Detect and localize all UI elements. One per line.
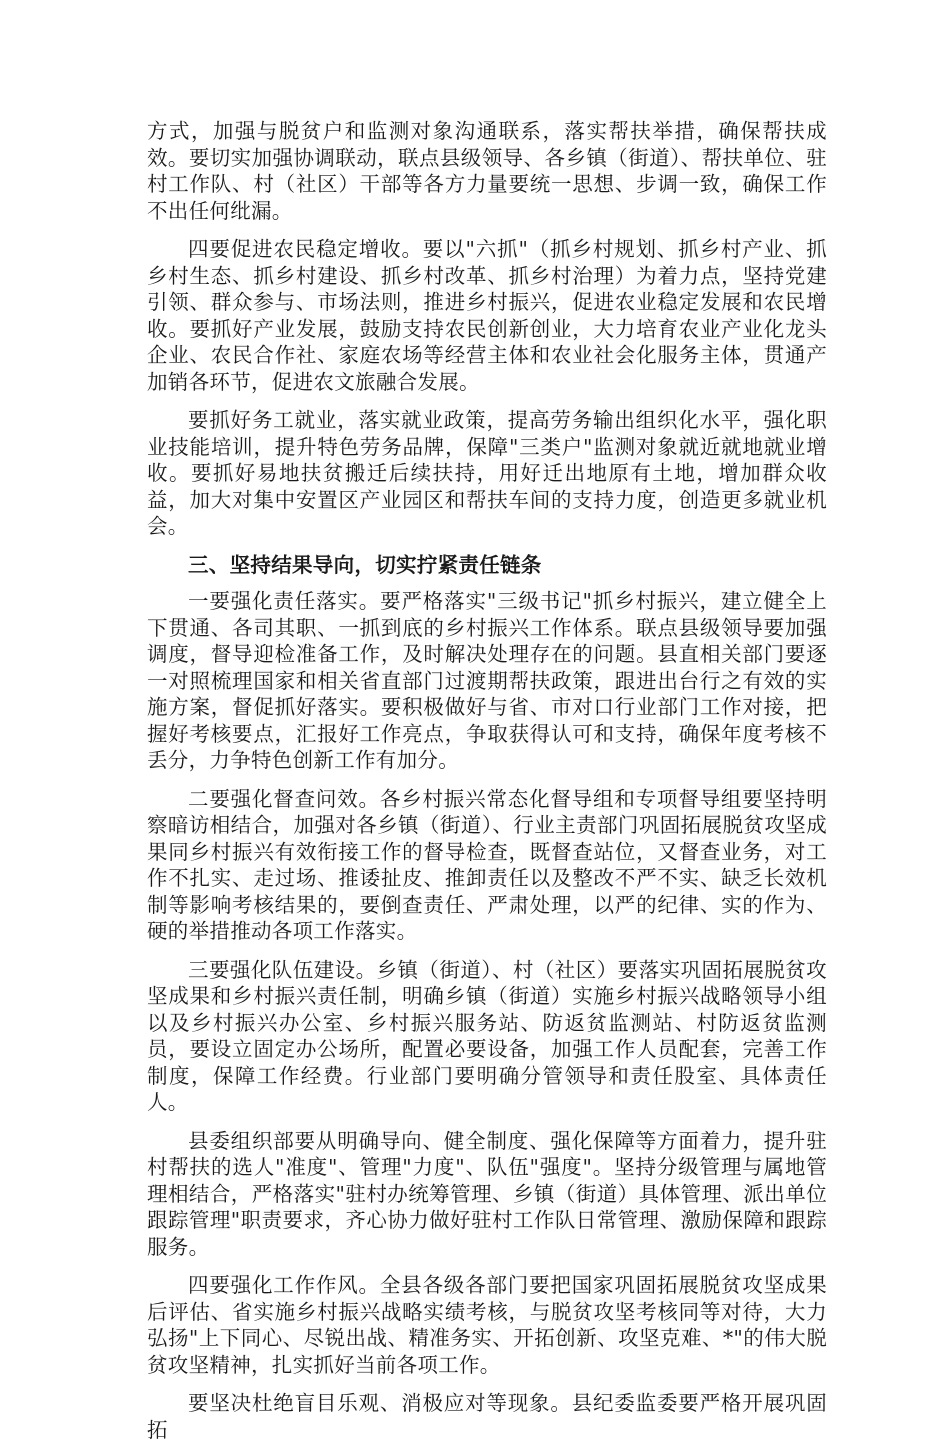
paragraph-1: 方式，加强与脱贫户和监测对象沟通联系，落实帮扶举措，确保帮扶成效。要切实加强协调联动，联点县级领导、各乡镇（街道）、帮扶单位、驻村工作队、村（社区）干部等各方力量要统一思想、步调一致，确保工作不出任何纰漏。	[147, 119, 827, 223]
paragraph-8: 四要强化工作作风。全县各级各部门要把国家巩固拓展脱贫攻坚成果后评估、省实施乡村振兴战略实绩考核，与脱贫攻坚考核同等对待，大力弘扬"上下同心、尽锐出战、精准务实、开拓创新、攻坚克难、*"的伟大脱贫攻坚精神，扎实抓好当前各项工作。	[147, 1273, 827, 1377]
paragraph-2: 四要促进农民稳定增收。要以"六抓"（抓乡村规划、抓乡村产业、抓乡村生态、抓乡村建设、抓乡村改革、抓乡村治理）为着力点，坚持党建引领、群众参与、市场法则，推进乡村振兴，促进农业稳定发展和农民增收。要抓好产业发展，鼓励支持农民创新创业，大力培育农业产业化龙头企业、农民合作社、家庭农场等经营主体和农业社会化服务主体，贯通产加销各环节，促进农文旅融合发展。	[147, 237, 827, 394]
paragraph-6: 三要强化队伍建设。乡镇（街道）、村（社区）要落实巩固拓展脱贫攻坚成果和乡村振兴责任制，明确乡镇（街道）实施乡村振兴战略领导小组以及乡村振兴办公室、乡村振兴服务站、防返贫监测站、村防返贫监测员，要设立固定办公场所，配置必要设备，加强工作人员配套，完善工作制度，保障工作经费。行业部门要明确分管领导和责任股室、具体责任人。	[147, 957, 827, 1114]
paragraph-5: 二要强化督查问效。各乡村振兴常态化督导组和专项督导组要坚持明察暗访相结合，加强对各乡镇（街道）、行业主责部门巩固拓展脱贫攻坚成果同乡村振兴有效衔接工作的督导检查，既督查站位，又督查业务，对工作不扎实、走过场、推诿扯皮、推卸责任以及整改不严不实、缺乏长效机制等影响考核结果的，要倒查责任、严肃处理，以严的纪律、实的作为、硬的举措推动各项工作落实。	[147, 786, 827, 943]
paragraph-4: 一要强化责任落实。要严格落实"三级书记"抓乡村振兴，建立健全上下贯通、各司其职、一抓到底的乡村振兴工作体系。联点县级领导要加强调度，督导迎检准备工作，及时解决处理存在的问题。县直相关部门要逐一对照梳理国家和相关省直部门过渡期帮扶政策，跟进出台行之有效的实施方案，督促抓好落实。要积极做好与省、市对口行业部门工作对接，把握好考核要点，汇报好工作亮点，争取获得认可和支持，确保年度考核不丢分，力争特色创新工作有加分。	[147, 589, 827, 772]
paragraph-7: 县委组织部要从明确导向、健全制度、强化保障等方面着力，提升驻村帮扶的选人"准度"、管理"力度"、队伍"强度"。坚持分级管理与属地管理相结合，严格落实"驻村办统筹管理、乡镇（街道）具体管理、派出单位跟踪管理"职责要求，齐心协力做好驻村工作队日常管理、激励保障和跟踪服务。	[147, 1128, 827, 1259]
paragraph-9: 要坚决杜绝盲目乐观、消极应对等现象。县纪委监委要严格开展巩固拓	[147, 1391, 827, 1442]
section-heading: 三、坚持结果导向，切实拧紧责任链条	[188, 552, 542, 577]
document-page	[147, 118, 827, 1455]
paragraph-3: 要抓好务工就业，落实就业政策，提高劳务输出组织化水平，强化职业技能培训，提升特色劳务品牌，保障"三类户"监测对象就近就地就业增收。要抓好易地扶贫搬迁后续扶持，用好迁出地原有土地，增加群众收益，加大对集中安置区产业园区和帮扶车间的支持力度，创造更多就业机会。	[147, 408, 827, 538]
